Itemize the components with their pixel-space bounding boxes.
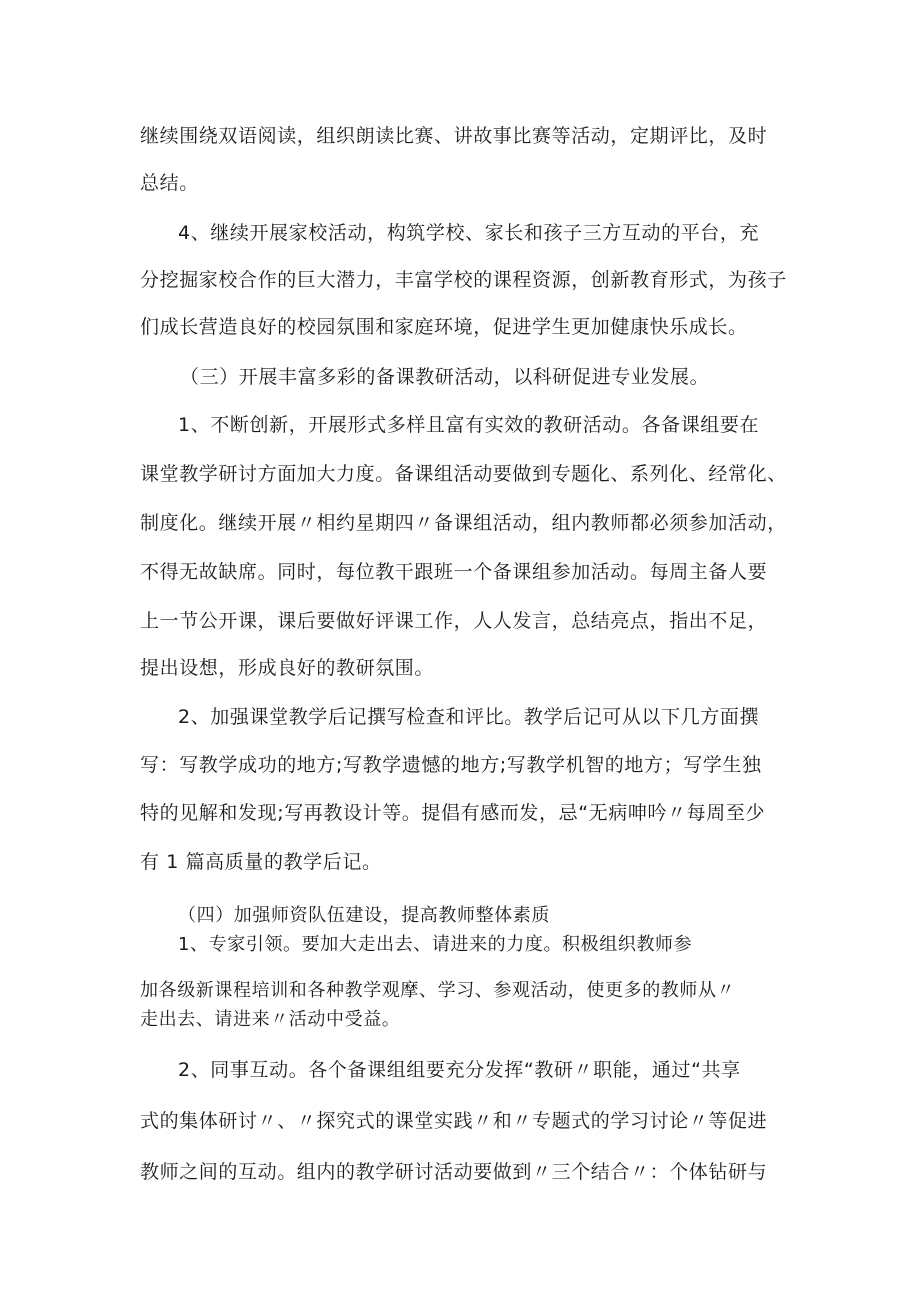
paragraph-line: 加各级新课程培训和各种教学观摩、学习、参观活动，使更多的教师从〃 xyxy=(140,980,736,1001)
paragraph-line: 特的见解和发现;写再教设计等。提倡有感而发，忌“无病呻吟〃每周至少 xyxy=(140,802,766,824)
section-heading: （四）加强师资队伍建设，提高教师整体素质 xyxy=(178,905,550,926)
paragraph-line: 上一节公开课，课后要做好评课工作，人人发言，总结亮点，指出不足， xyxy=(140,610,768,632)
paragraph-line: 1、专家引领。要加大走出去、请进来的力度。积极组织教师参 xyxy=(178,934,693,955)
paragraph-line: 写：写教学成功的地方;写教学遗憾的地方;写教学机智的地方；写学生独 xyxy=(140,754,762,776)
paragraph-line: 继续围绕双语阅读，组织朗读比赛、讲故事比赛等活动，定期评比，及时 xyxy=(140,125,768,147)
paragraph-line: 提出设想，形成良好的教研氛围。 xyxy=(140,657,435,679)
paragraph-line: 分挖掘家校合作的巨大潜力，丰富学校的课程资源，创新教育形式，为孩子 xyxy=(140,269,787,291)
paragraph-line: 制度化。继续开展〃相约星期四〃备课组活动，组内教师都必须参加活动， xyxy=(140,512,787,534)
section-heading: （三）开展丰富多彩的备课教研活动，以科研促进专业发展。 xyxy=(180,366,710,388)
paragraph-line: 们成长营造良好的校园氛围和家庭环境，促进学生更加健康快乐成长。 xyxy=(140,316,748,338)
paragraph-line: 2、加强课堂教学后记撰写检查和评比。教学后记可从以下几方面撰 xyxy=(178,706,760,728)
paragraph-line: 式的集体研讨〃、〃探究式的课堂实践〃和〃专题式的学习讨论〃等促进 xyxy=(140,1110,768,1132)
paragraph-line: 4、继续开展家校活动，构筑学校、家长和孩子三方互动的平台，充 xyxy=(178,222,760,244)
paragraph-line: 走出去、请进来〃活动中受益。 xyxy=(140,1009,401,1030)
paragraph-line: 总结。 xyxy=(140,172,199,194)
paragraph-line: 2、同事互动。各个备课组组要充分发挥“教研〃职能，通过“共享 xyxy=(178,1059,741,1081)
paragraph-line: 有 1 篇高质量的教学后记。 xyxy=(140,851,382,873)
paragraph-line: 1、不断创新，开展形式多样且富有实效的教研活动。各备课组要在 xyxy=(178,414,760,436)
paragraph-line: 教师之间的互动。组内的教学研讨活动要做到〃三个结合〃：个体钻研与 xyxy=(140,1161,768,1183)
paragraph-line: 课堂教学研讨方面加大力度。备课组活动要做到专题化、系列化、经常化、 xyxy=(140,463,787,485)
paragraph-line: 不得无故缺席。同时，每位教干跟班一个备课组参加活动。每周主备人要 xyxy=(140,561,768,583)
